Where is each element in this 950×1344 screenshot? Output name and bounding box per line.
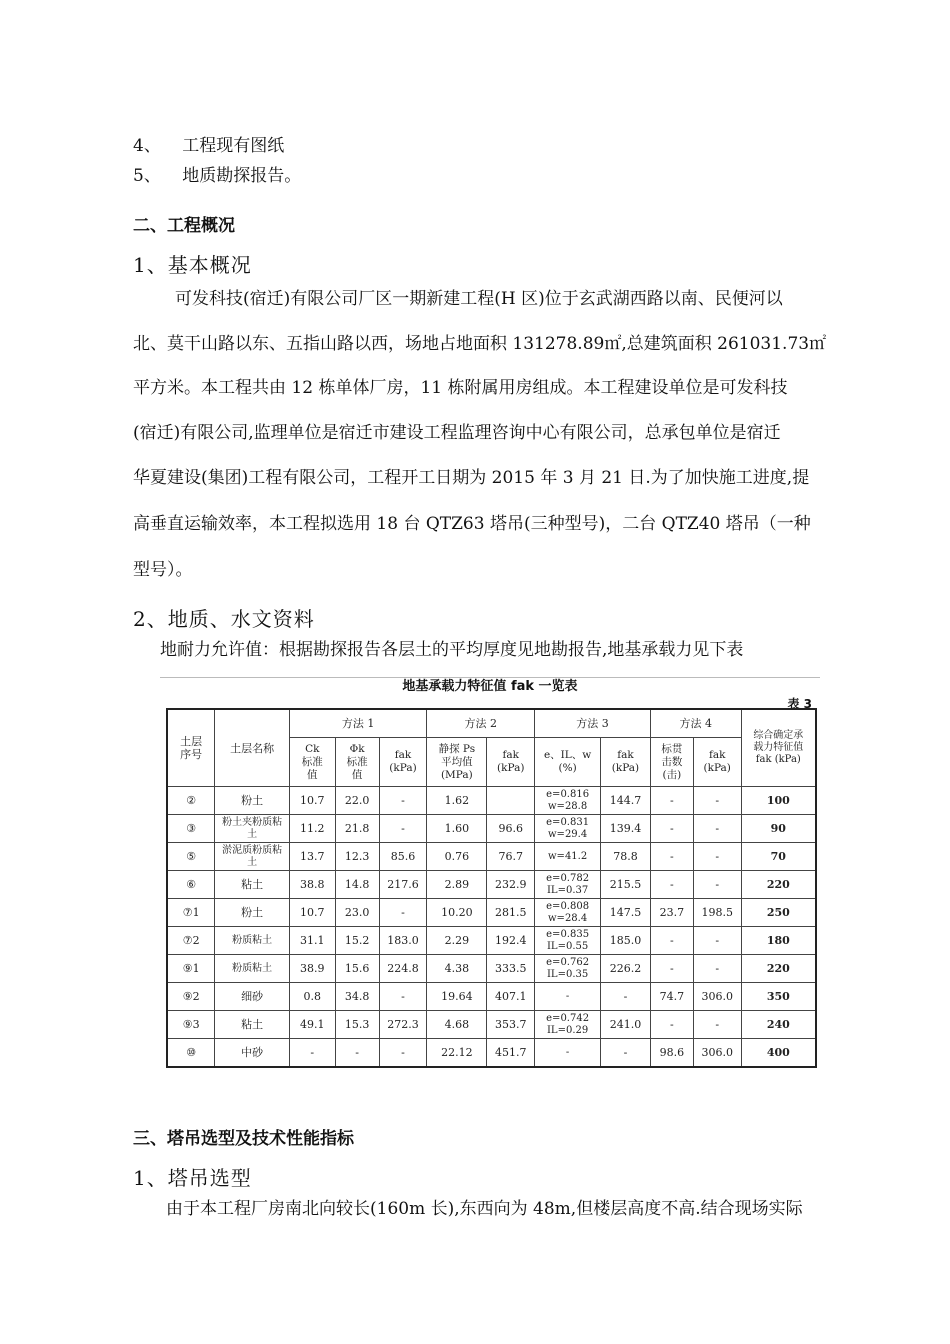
cell-ps: 2.89 <box>427 871 487 899</box>
header-method-3: 方法 3 <box>535 709 651 738</box>
cell-line-1: e=0.808 <box>546 900 590 912</box>
cell-ps: 4.68 <box>427 1011 487 1039</box>
header-text: fak (kPa) <box>703 749 731 774</box>
header-text: fak (kPa) <box>389 749 417 774</box>
table-body <box>167 787 816 1068</box>
cell-e-il-w <box>535 899 601 927</box>
cell-comb: 90 <box>741 815 816 843</box>
cell-ck: 11.2 <box>289 815 335 843</box>
cell-no: ⑦1 <box>167 899 215 927</box>
cell-phik: 15.3 <box>335 1011 379 1039</box>
header-method-2: 方法 2 <box>427 709 535 738</box>
cell-fak1: - <box>379 1039 427 1068</box>
tower-crane-paragraph: 由于本工程厂房南北向较长(160m 长),东西向为 48m,但楼层高度不高.结合现场实际 <box>166 1199 803 1219</box>
header-method-1: 方法 1 <box>289 709 427 738</box>
cell-ck: 31.1 <box>289 927 335 955</box>
subsection-2-2-heading: 2、地质、水文资料 <box>133 607 315 631</box>
header-text: 静探 Ps 平均值 (MPa) <box>438 742 476 781</box>
cell-e-il-w <box>535 927 601 955</box>
cell-line-1: e=0.762 <box>546 956 590 968</box>
cell-fak4: - <box>693 1011 741 1039</box>
cell-ck: 38.9 <box>289 955 335 983</box>
cell-spt: - <box>650 815 693 843</box>
cell-line-1: e=0.742 <box>546 1012 590 1024</box>
table-row <box>167 1039 816 1068</box>
cell-name: 粉质粘土 <box>215 927 290 955</box>
cell-fak1: 217.6 <box>379 871 427 899</box>
cell-fak3: 147.5 <box>601 899 651 927</box>
header-e-il-w <box>535 738 601 787</box>
cell-fak1: 224.8 <box>379 955 427 983</box>
cell-e-il-w <box>535 1011 601 1039</box>
cell-line-1: e=0.831 <box>546 816 590 828</box>
cell-fak4: 306.0 <box>693 983 741 1011</box>
bearing-capacity-table-figure <box>160 673 820 1083</box>
subsection-2-1-heading: 1、基本概况 <box>133 253 252 277</box>
cell-fak1: - <box>379 815 427 843</box>
header-text: 标贯击数 (击) <box>661 742 683 781</box>
cell-fak3: 215.5 <box>601 871 651 899</box>
cell-comb: 240 <box>741 1011 816 1039</box>
cell-fak2: 451.7 <box>487 1039 535 1068</box>
cell-e-il-w <box>535 983 601 1011</box>
list-item-4 <box>133 131 284 156</box>
table-title: 地基承载力特征值 fak 一览表 <box>402 679 578 694</box>
cell-comb: 70 <box>741 843 816 871</box>
cell-spt: - <box>650 787 693 815</box>
cell-line-1: e=0.816 <box>546 788 590 800</box>
cell-ps: 19.64 <box>427 983 487 1011</box>
cell-ps: 2.29 <box>427 927 487 955</box>
header-text: fak (kPa) <box>497 749 525 774</box>
cell-name: 细砂 <box>215 983 290 1011</box>
cell-ck: 10.7 <box>289 899 335 927</box>
cell-line-2: IL=0.29 <box>546 1024 589 1036</box>
table-row <box>167 815 816 843</box>
cell-ps: 1.60 <box>427 815 487 843</box>
cell-fak4: 306.0 <box>693 1039 741 1068</box>
header-layer-name: 土层名称 <box>215 709 290 787</box>
cell-name: 粉土 <box>215 787 290 815</box>
cell-line-1: w=41.2 <box>548 850 588 862</box>
cell-fak2: 76.7 <box>487 843 535 871</box>
cell-ck: 49.1 <box>289 1011 335 1039</box>
cell-fak4: - <box>693 955 741 983</box>
cell-no: ⑨2 <box>167 983 215 1011</box>
cell-phik: 34.8 <box>335 983 379 1011</box>
cell-line-2: IL=0.37 <box>546 884 589 896</box>
header-text: 土层序号 <box>180 735 203 761</box>
cell-comb: 400 <box>741 1039 816 1068</box>
header-fak-2 <box>487 738 535 787</box>
cell-line-2: w=28.4 <box>548 912 588 924</box>
cell-ck: 38.8 <box>289 871 335 899</box>
paragraph-line-3: 平方米。本工程共由 12 栋单体厂房，11 栋附属用房组成。本工程建设单位是可发科技 <box>133 378 788 398</box>
header-spt <box>650 738 693 787</box>
cell-fak4: - <box>693 815 741 843</box>
cell-spt: 74.7 <box>650 983 693 1011</box>
cell-name: 粉质粘土 <box>215 955 290 983</box>
cell-fak4: - <box>693 927 741 955</box>
cell-fak2: 96.6 <box>487 815 535 843</box>
cell-fak4: - <box>693 787 741 815</box>
cell-line-1: e=0.782 <box>546 872 590 884</box>
cell-line-1: - <box>565 990 570 1002</box>
list-number: 5、 <box>133 166 161 186</box>
cell-spt: - <box>650 871 693 899</box>
cell-fak1: 85.6 <box>379 843 427 871</box>
table-row <box>167 955 816 983</box>
cell-comb: 350 <box>741 983 816 1011</box>
cell-ps: 4.38 <box>427 955 487 983</box>
cell-spt: - <box>650 955 693 983</box>
cell-fak3: 144.7 <box>601 787 651 815</box>
cell-name: 中砂 <box>215 1039 290 1068</box>
header-ck <box>289 738 335 787</box>
header-text: e、IL、w (%) <box>543 749 592 774</box>
header-text: Ck 标准值 <box>301 742 323 781</box>
subsection-3-1-heading: 1、塔吊选型 <box>133 1166 252 1190</box>
header-ps <box>427 738 487 787</box>
header-layer-no <box>167 709 215 787</box>
cell-fak3: - <box>601 1039 651 1068</box>
geology-paragraph: 地耐力允许值：根据勘探报告各层土的平均厚度见地勘报告,地基承载力见下表 <box>160 640 744 660</box>
cell-no: ⑩ <box>167 1039 215 1068</box>
cell-no: ⑨1 <box>167 955 215 983</box>
header-text: fak (kPa) <box>611 749 640 774</box>
cell-fak1: - <box>379 983 427 1011</box>
cell-comb: 220 <box>741 871 816 899</box>
cell-ck: 0.8 <box>289 983 335 1011</box>
cell-fak3: - <box>601 983 651 1011</box>
cell-e-il-w <box>535 1039 601 1068</box>
paragraph-line-5: 华夏建设(集团)工程有限公司，工程开工日期为 2015 年 3 月 21 日.为了加快施工进度,提 <box>133 468 810 488</box>
table-row <box>167 899 816 927</box>
cell-fak2: 232.9 <box>487 871 535 899</box>
cell-fak3: 78.8 <box>601 843 651 871</box>
cell-fak2 <box>487 787 535 815</box>
cell-fak2: 192.4 <box>487 927 535 955</box>
cell-ps: 0.76 <box>427 843 487 871</box>
header-text: 综合确定承载力特征值 fak (kPa) <box>753 730 804 765</box>
cell-comb: 180 <box>741 927 816 955</box>
cell-e-il-w <box>535 871 601 899</box>
cell-phik: 22.0 <box>335 787 379 815</box>
cell-name: 粉土 <box>215 899 290 927</box>
list-text: 工程现有图纸 <box>182 136 285 156</box>
cell-fak2: 407.1 <box>487 983 535 1011</box>
cell-phik: 14.8 <box>335 871 379 899</box>
cell-comb: 220 <box>741 955 816 983</box>
cell-name: 粘土 <box>215 1011 290 1039</box>
table-row <box>167 787 816 815</box>
cell-ck: 10.7 <box>289 787 335 815</box>
cell-line-2: IL=0.35 <box>546 968 589 980</box>
section-3-heading: 三、塔吊选型及技术性能指标 <box>133 1129 354 1149</box>
cell-fak1: - <box>379 899 427 927</box>
table-row <box>167 983 816 1011</box>
cell-ps: 22.12 <box>427 1039 487 1068</box>
cell-phik: 21.8 <box>335 815 379 843</box>
cell-line-2: w=28.8 <box>548 800 588 812</box>
cell-fak1: 183.0 <box>379 927 427 955</box>
cell-ps: 10.20 <box>427 899 487 927</box>
cell-fak1: 272.3 <box>379 1011 427 1039</box>
header-phik <box>335 738 379 787</box>
header-combined <box>741 709 816 787</box>
cell-fak3: 226.2 <box>601 955 651 983</box>
cell-phik: - <box>335 1039 379 1068</box>
header-fak-3 <box>601 738 651 787</box>
cell-fak2: 333.5 <box>487 955 535 983</box>
cell-no: ③ <box>167 815 215 843</box>
header-fak-4 <box>693 738 741 787</box>
list-item-5 <box>133 161 301 186</box>
table-row <box>167 1011 816 1039</box>
list-number: 4、 <box>133 136 161 156</box>
paragraph-line-6: 高垂直运输效率，本工程拟选用 18 台 QTZ63 塔吊(三种型号)，二台 QTZ40 塔吊（一种 <box>133 514 811 534</box>
cell-fak2: 353.7 <box>487 1011 535 1039</box>
cell-line-2: IL=0.55 <box>546 940 589 952</box>
paragraph-line-2: 北、莫干山路以东、五指山路以西，场地占地面积 131278.89㎡,总建筑面积 261031.73㎡ <box>133 334 827 354</box>
cell-spt: - <box>650 927 693 955</box>
cell-ck: 13.7 <box>289 843 335 871</box>
cell-fak4: - <box>693 871 741 899</box>
list-text: 地质勘探报告。 <box>182 166 302 186</box>
cell-name: 粘土 <box>215 871 290 899</box>
cell-line-1: - <box>565 1046 570 1058</box>
cell-e-il-w <box>535 843 601 871</box>
bearing-capacity-table <box>166 708 817 1068</box>
cell-fak3: 241.0 <box>601 1011 651 1039</box>
cell-spt: 98.6 <box>650 1039 693 1068</box>
cell-no: ⑦2 <box>167 927 215 955</box>
paragraph-line-7: 型号）。 <box>133 560 193 580</box>
cell-name: 淤泥质粉质粘土 <box>215 843 290 871</box>
section-2-heading: 二、工程概况 <box>133 216 235 236</box>
header-text: Φk 标准值 <box>346 742 368 781</box>
table-row <box>167 871 816 899</box>
cell-phik: 23.0 <box>335 899 379 927</box>
cell-ck: - <box>289 1039 335 1068</box>
cell-fak4: - <box>693 843 741 871</box>
cell-no: ⑨3 <box>167 1011 215 1039</box>
cell-name: 粉土夹粉质粘土 <box>215 815 290 843</box>
cell-no: ⑥ <box>167 871 215 899</box>
cell-line-2: w=29.4 <box>548 828 588 840</box>
cell-line-1: e=0.835 <box>546 928 590 940</box>
cell-no: ⑤ <box>167 843 215 871</box>
paragraph-line-1: 可发科技(宿迁)有限公司厂区一期新建工程(H 区)位于玄武湖西路以南、民便河以 <box>175 289 783 309</box>
cell-phik: 12.3 <box>335 843 379 871</box>
cell-fak1: - <box>379 787 427 815</box>
table-number: 表 3 <box>787 697 812 711</box>
cell-fak3: 185.0 <box>601 927 651 955</box>
cell-e-il-w <box>535 955 601 983</box>
cell-e-il-w <box>535 815 601 843</box>
header-fak-1 <box>379 738 427 787</box>
cell-spt: - <box>650 1011 693 1039</box>
paragraph-line-4: (宿迁)有限公司,监理单位是宿迁市建设工程监理咨询中心有限公司，总承包单位是宿迁 <box>133 423 781 443</box>
header-method-4: 方法 4 <box>650 709 741 738</box>
cell-phik: 15.2 <box>335 927 379 955</box>
cell-spt: 23.7 <box>650 899 693 927</box>
cell-no: ② <box>167 787 215 815</box>
cell-fak3: 139.4 <box>601 815 651 843</box>
cell-fak4: 198.5 <box>693 899 741 927</box>
cell-phik: 15.6 <box>335 955 379 983</box>
cell-fak2: 281.5 <box>487 899 535 927</box>
cell-ps: 1.62 <box>427 787 487 815</box>
cell-comb: 250 <box>741 899 816 927</box>
cell-comb: 100 <box>741 787 816 815</box>
cell-spt: - <box>650 843 693 871</box>
cell-e-il-w <box>535 787 601 815</box>
table-row <box>167 843 816 871</box>
table-row <box>167 927 816 955</box>
